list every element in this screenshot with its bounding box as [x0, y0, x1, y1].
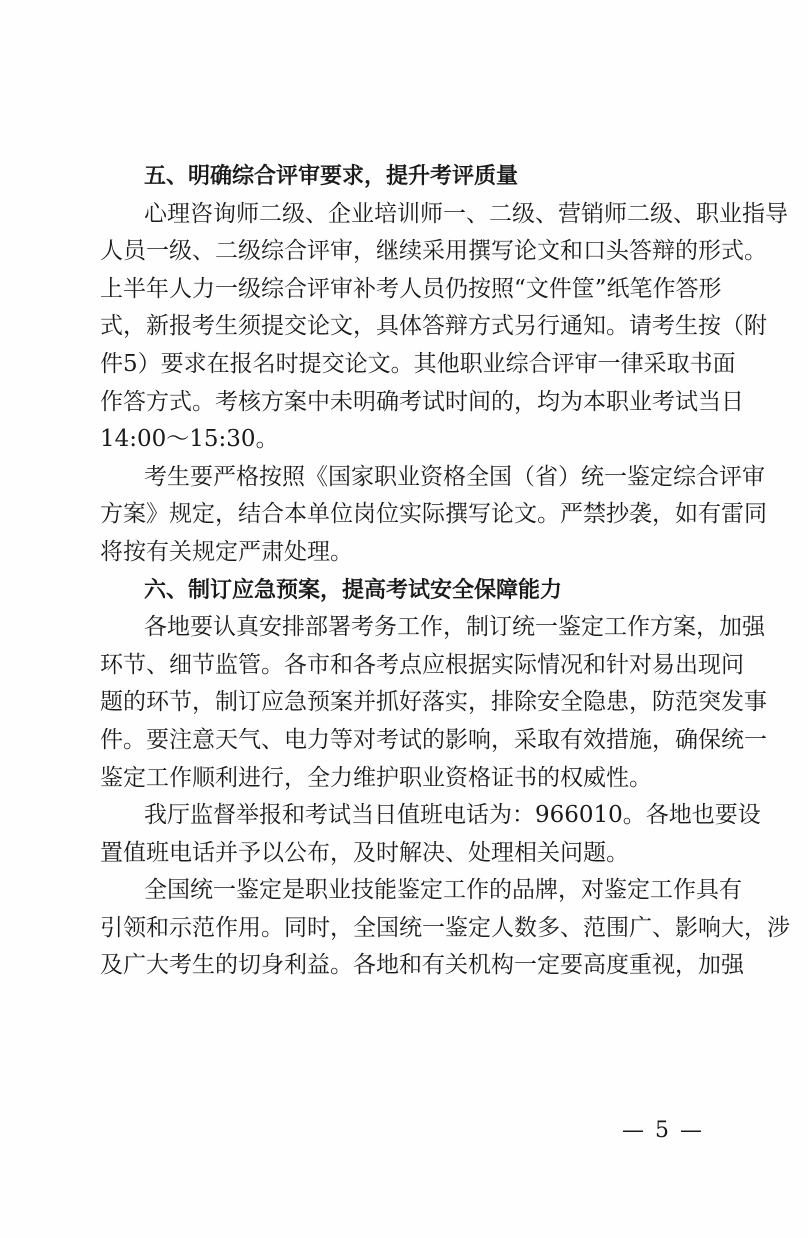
text-line: 方案》规定，结合本单位岗位实际撰写论文。严禁抄袭，如有雷同 [100, 501, 767, 528]
page-number: — 5 — [622, 1118, 704, 1143]
text-line: 将按有关规定严肃处理。 [100, 538, 353, 565]
text-line: 各地要认真安排部署考务工作，制订统一鉴定工作方案，加强 [144, 614, 765, 641]
text-line: 环节、细节监管。各市和各考点应根据实际情况和针对易出现问 [100, 651, 744, 678]
text-line: 及广大考生的切身利益。各地和有关机构一定要高度重视，加强 [100, 952, 744, 979]
paragraph [100, 459, 767, 572]
text-line: 式，新报考生须提交论文，具体答辩方式另行通知。请考生按（附 [100, 313, 767, 340]
paragraph [100, 872, 790, 985]
text-line: 件。要注意天气、电力等对考试的影响，采取有效措施，确保统一 [100, 726, 767, 753]
text-line: 鉴定工作顺利进行，全力维护职业资格证书的权威性。 [100, 764, 652, 791]
text-line: 作答方式。考核方案中未明确考试时间的，均为本职业考试当日 [100, 388, 744, 415]
paragraph [100, 609, 767, 797]
text-line: 上半年人力一级综合评审补考人员仍按照“文件筐”纸笔作答形 [100, 275, 722, 302]
text-line: 引领和示范作用。同时，全国统一鉴定人数多、范围广、影响大，涉 [100, 914, 790, 941]
text-line: 件5）要求在报名时提交论文。其他职业综合评审一律采取书面 [100, 350, 736, 377]
text-line: 心理咨询师二级、企业培训师一、二级、营销师二级、职业指导 [144, 200, 788, 227]
text-line: 置值班电话并予以公布，及时解决、处理相关问题。 [100, 839, 629, 866]
text-line: 全国统一鉴定是职业技能鉴定工作的品牌，对鉴定工作具有 [144, 877, 742, 904]
section-heading-5: 五、明确综合评审要求，提升考评质量 [144, 164, 519, 189]
text-line: 我厅监督举报和考试当日值班电话为：966010。各地也要设 [144, 802, 761, 829]
text-line: 人员一级、二级综合评审，继续采用撰写论文和口头答辩的形式。 [100, 238, 767, 265]
section-heading-6: 六、制订应急预案，提高考试安全保障能力 [144, 577, 563, 603]
text-line: 考生要严格按照《国家职业资格全国（省）统一鉴定综合评审 [144, 463, 765, 490]
text-line: 题的环节，制订应急预案并抓好落实，排除安全隐患，防范突发事 [100, 689, 767, 716]
document-body [100, 158, 790, 985]
paragraph [100, 196, 788, 459]
text-line: 14:00～15:30。 [100, 426, 279, 453]
paragraph [100, 797, 761, 872]
